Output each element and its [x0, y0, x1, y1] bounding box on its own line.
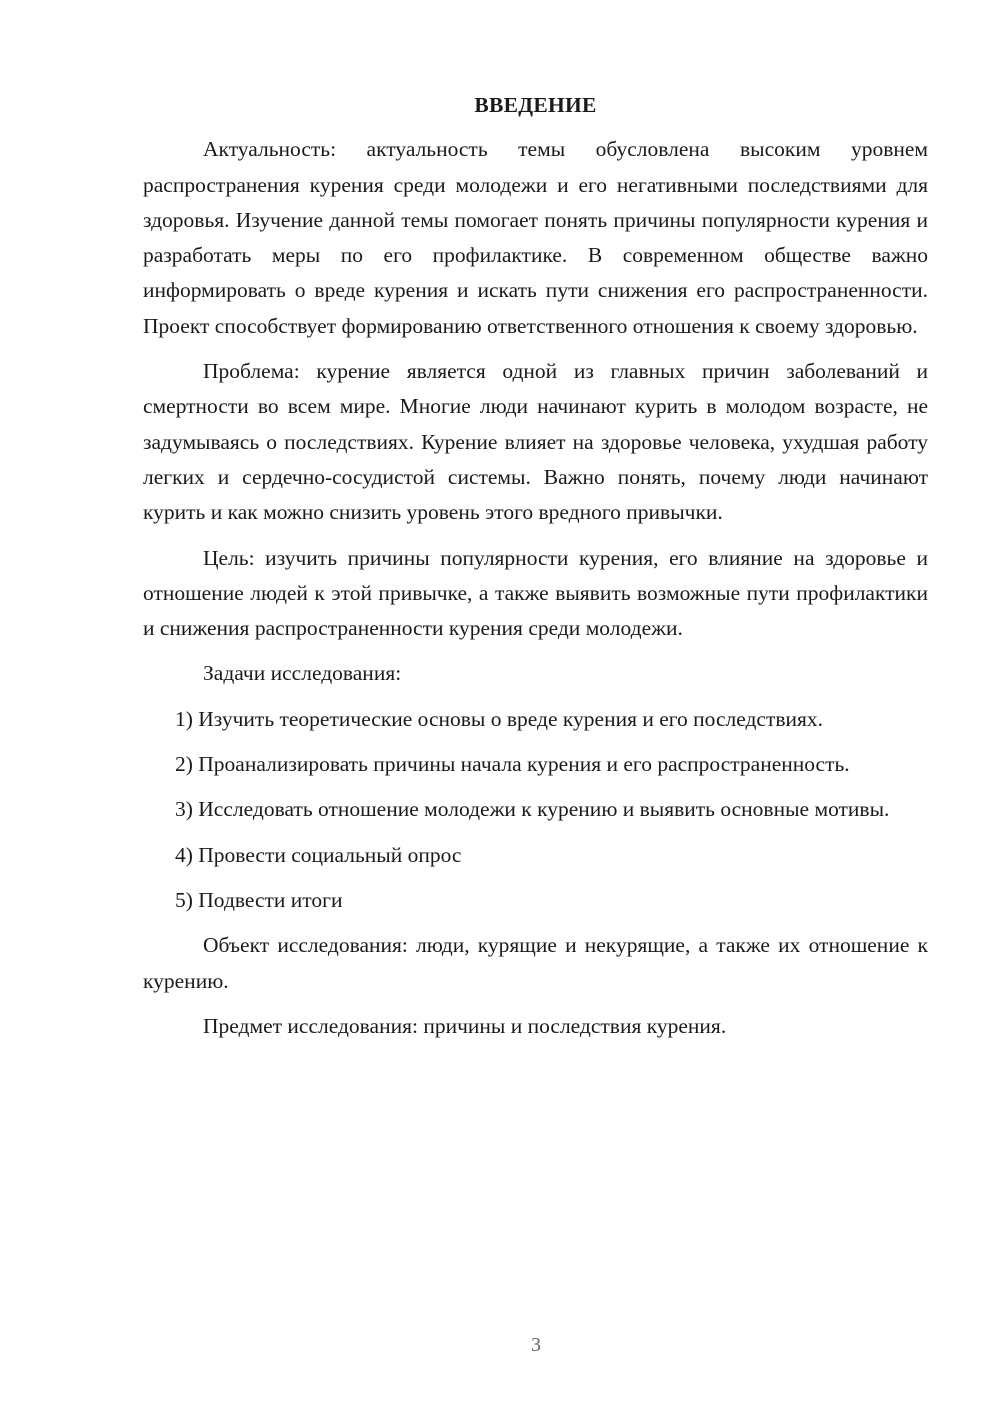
paragraph-object: Объект исследования: люди, курящие и некурящие, а также их отношение к курению.: [143, 933, 928, 993]
paragraph-problem: Проблема: курение является одной из главных причин заболеваний и смертности во всем мире. Многие люди начинают курить в молодом возрасте, не задумываясь о последствиях. Курение влияет на здоровье человека, ухудшая работу легких и сердечно-сосудистой системы. Важно понять, почему люди начинают курить и как можно снизить уровень этого вредного привычки.: [143, 359, 928, 525]
paragraph-relevance: Актуальность: актуальность темы обусловлена высоким уровнем распространения курения среди молодежи и его негативными последствиями для здоровья. Изучение данной темы помогает понять причины популярности курения и разработать меры по его профилактике. В современном обществе важно информировать о вреде курения и искать пути снижения его распространенности. Проект способствует формированию ответственного отношения к своему здоровью.: [143, 137, 928, 338]
task-item-1: 1) Изучить теоретические основы о вреде курения и его последствиях.: [175, 706, 824, 731]
task-item-4: 4) Провести социальный опрос: [175, 842, 462, 867]
task-item-2: 2) Проанализировать причины начала курения и его распространенность.: [175, 752, 850, 777]
task-item-3: 3) Исследовать отношение молодежи к курению и выявить основные мотивы.: [175, 797, 890, 822]
paragraph-subject: Предмет исследования: причины и последствия курения.: [203, 1013, 727, 1038]
paragraph-tasks-heading: Задачи исследования:: [203, 661, 402, 686]
task-item-5: 5) Подвести итоги: [175, 887, 343, 912]
page-number: 3: [531, 1334, 541, 1356]
document-page: [143, 88, 928, 1054]
document-title: ВВЕДЕНИЕ: [474, 93, 597, 117]
paragraph-goal: Цель: изучить причины популярности курения, его влияние на здоровье и отношение людей к этой привычке, а также выявить возможные пути профилактики и снижения распространенности курения среди молодежи.: [143, 545, 928, 641]
